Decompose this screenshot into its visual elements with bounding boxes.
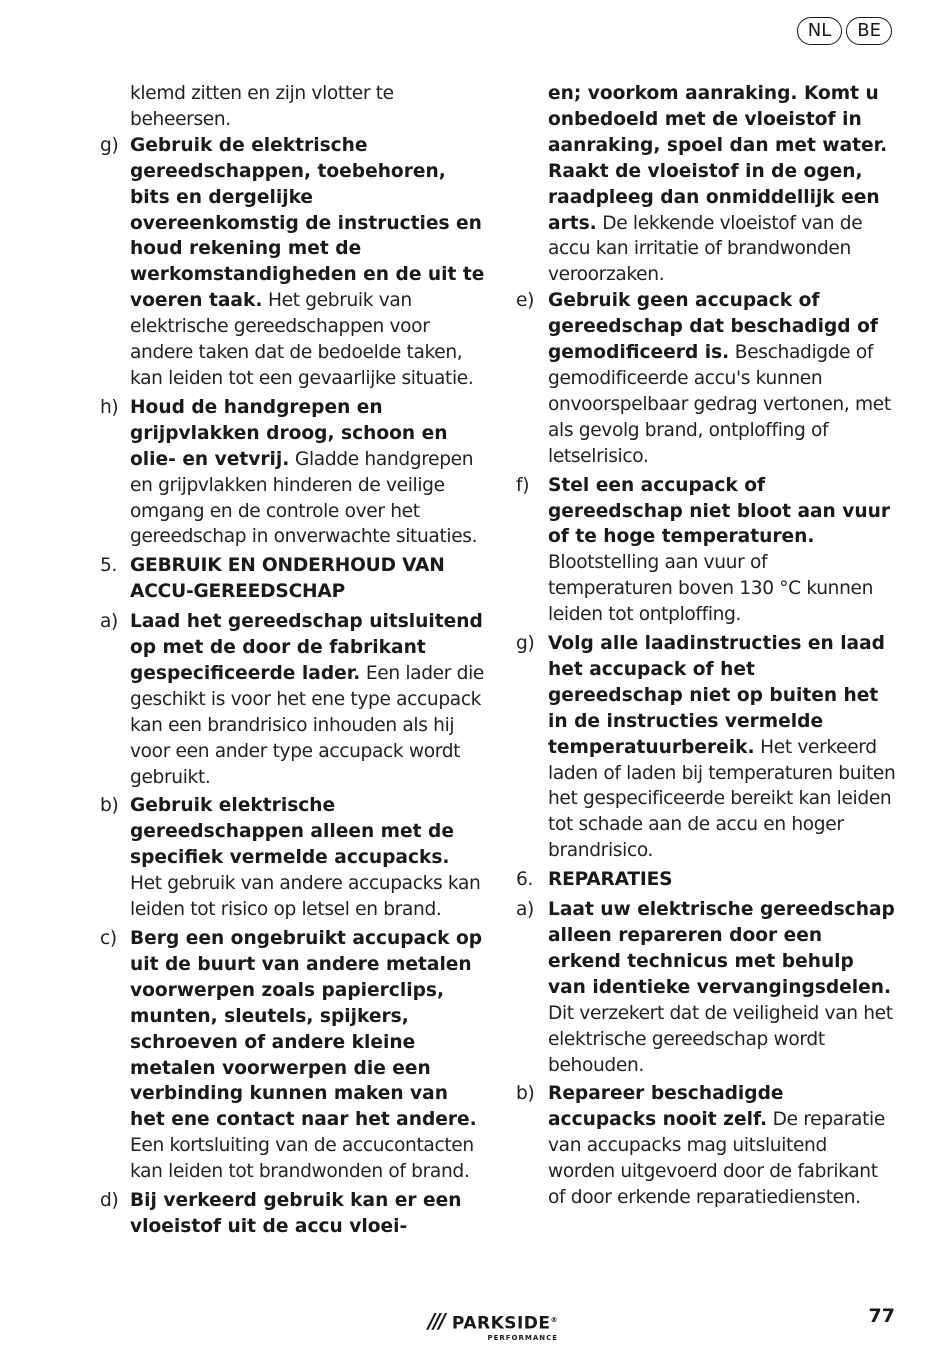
item-label: b) <box>100 795 119 817</box>
section-number: 5. <box>100 555 118 577</box>
item-text: Het verkeerd laden of laden bij temperaturen buiten het gespecificeerde bereikt kan leiden tot schade aan de accu en hoger brandrisico. <box>548 736 896 862</box>
item-text: Een lader die geschikt is voor het ene type accupack kan een brandrisico inhouden als hij voor een ander type accupack wordt gebruikt. <box>130 662 484 788</box>
instruction-item-e <box>516 288 896 469</box>
item-label: b) <box>516 1083 535 1105</box>
instruction-item-a <box>516 897 896 1078</box>
instruction-item-h <box>100 395 485 550</box>
logo-brand-name: PARKSIDE <box>451 1313 551 1334</box>
instruction-item-g <box>516 631 896 864</box>
section-number: 6. <box>516 869 534 891</box>
logo-subtitle: PERFORMANCE <box>487 1333 559 1342</box>
item-label: h) <box>100 396 119 418</box>
instruction-item-b <box>100 793 485 923</box>
item-text: Het gebruik van elektrische gereedschappen voor andere taken dat de bedoelde taken, kan leiden tot een gevaarlijke situatie. <box>130 290 474 389</box>
section-heading-5 <box>100 553 485 605</box>
item-text: Gladde handgrepen en grijpvlakken hinderen de veilige omgang en de controle over het gereedschap in onverwachte situaties. <box>130 448 478 548</box>
section-title: REPARATIES <box>548 869 673 891</box>
item-bold-text: Houd de handgrepen en grijpvlakken droog, schoon en olie- en vetvrij. <box>130 396 448 470</box>
item-bold-text: Volg alle laadinstructies en laad het accupack of het gereedschap niet op buiten het in de instructies vermelde temperatuurbereik. <box>548 633 885 758</box>
item-text: Dit verzekert dat de veiligheid van het elektrische gereedschap wordt behouden. <box>548 1002 893 1076</box>
item-bold-text: Gebruik elektrische gereedschappen alleen met de specifiek vermelde accupacks. <box>130 795 454 869</box>
instruction-item-f <box>516 473 896 628</box>
instruction-item-g <box>100 133 485 392</box>
item-bold-text: Stel een accupack of gereedschap niet bloot aan vuur of te hoge temperaturen. <box>548 474 891 548</box>
instruction-item-a <box>100 609 485 790</box>
left-column <box>100 81 485 1240</box>
item-label: g) <box>100 134 119 156</box>
item-label: e) <box>516 290 534 312</box>
item-bold-text: Berg een ongebruikt accupack op uit de buurt van andere metalen voorwerpen zoals papierclips, munten, sleutels, spijkers, schroeven of andere kleine metalen voorwerpen die een verbinding kunnen maken van het ene contact naar het andere. <box>130 928 483 1131</box>
item-label: g) <box>516 633 535 655</box>
item-bold-text: Gebruik de elektrische gereedschappen, toebehoren, bits en dergelijke overeenkomstig de instructies en houd rekening met de werkomstandigheden en de uit te voeren taak. <box>130 134 485 312</box>
item-bold-text: en; voorkom aanraking. Komt u onbedoeld met de vloeistof in aanraking, spoel dan met water. Raakt de vloeistof in de ogen, raadpleeg dan onmiddellijk een arts. <box>548 83 888 234</box>
instruction-item-d-continuation <box>516 81 896 288</box>
language-badge-be: BE <box>846 17 892 45</box>
logo-slashes-icon: /// <box>428 1309 444 1333</box>
language-badges <box>797 17 892 45</box>
item-text: Het gebruik van andere accupacks kan leiden tot risico op letsel en brand. <box>130 873 481 921</box>
item-bold-text: Laad het gereedschap uitsluitend op met de door de fabrikant gespecificeerde lader. <box>130 611 483 684</box>
logo-registered-mark: ® <box>550 1316 559 1324</box>
item-text: Beschadigde of gemodificeerde accu's kunnen onvoorspelbaar gedrag vertonen, met als gevolg brand, ontploffing of letselrisico. <box>548 342 891 467</box>
right-column <box>516 81 896 1211</box>
instruction-item-c <box>100 926 485 1185</box>
item-text: De reparatie van accupacks mag uitsluitend worden uitgevoerd door de fabrikant of door erkende reparatiediensten. <box>548 1109 885 1209</box>
item-label: c) <box>100 928 117 949</box>
section-title: GEBRUIK EN ONDERHOUD VAN ACCU-GEREEDSCHAP <box>130 555 445 603</box>
page-number: 77 <box>868 1305 895 1327</box>
section-heading-6 <box>516 867 896 893</box>
item-text: De lekkende vloeistof van de accu kan irritatie of brandwonden veroorzaken. <box>548 212 863 286</box>
instruction-item-b <box>516 1081 896 1211</box>
item-label: d) <box>100 1190 119 1212</box>
item-text: Blootstelling aan vuur of temperaturen boven 130 °C kunnen leiden tot ontploffing. <box>548 552 874 626</box>
item-label: f) <box>516 474 530 496</box>
continuation-text: klemd zitten en zijn vlotter te beheersen. <box>130 83 394 130</box>
item-bold-text: Gebruik geen accupack of gereedschap dat beschadigd of gemodificeerd is. <box>548 290 878 364</box>
item-bold-text: Repareer beschadigde accupacks nooit zelf. <box>548 1083 784 1131</box>
item-bold-text: Laat uw elektrische gereedschap alleen repareren door een erkend technicus met behulp van identieke vervangingsdelen. <box>548 899 895 998</box>
item-bold-text: Bij verkeerd gebruik kan er een vloeistof uit de accu vloei- <box>130 1190 462 1237</box>
logo-text <box>452 1310 558 1342</box>
language-badge-nl: NL <box>797 17 843 45</box>
parkside-logo <box>428 1310 558 1342</box>
item-label: a) <box>516 899 534 921</box>
logo-brand <box>452 1310 558 1334</box>
item-label: a) <box>100 611 118 633</box>
item-text: Een kortsluiting van de accucontacten kan leiden tot brandwonden of brand. <box>130 1135 474 1183</box>
instruction-item-d <box>100 1188 485 1240</box>
